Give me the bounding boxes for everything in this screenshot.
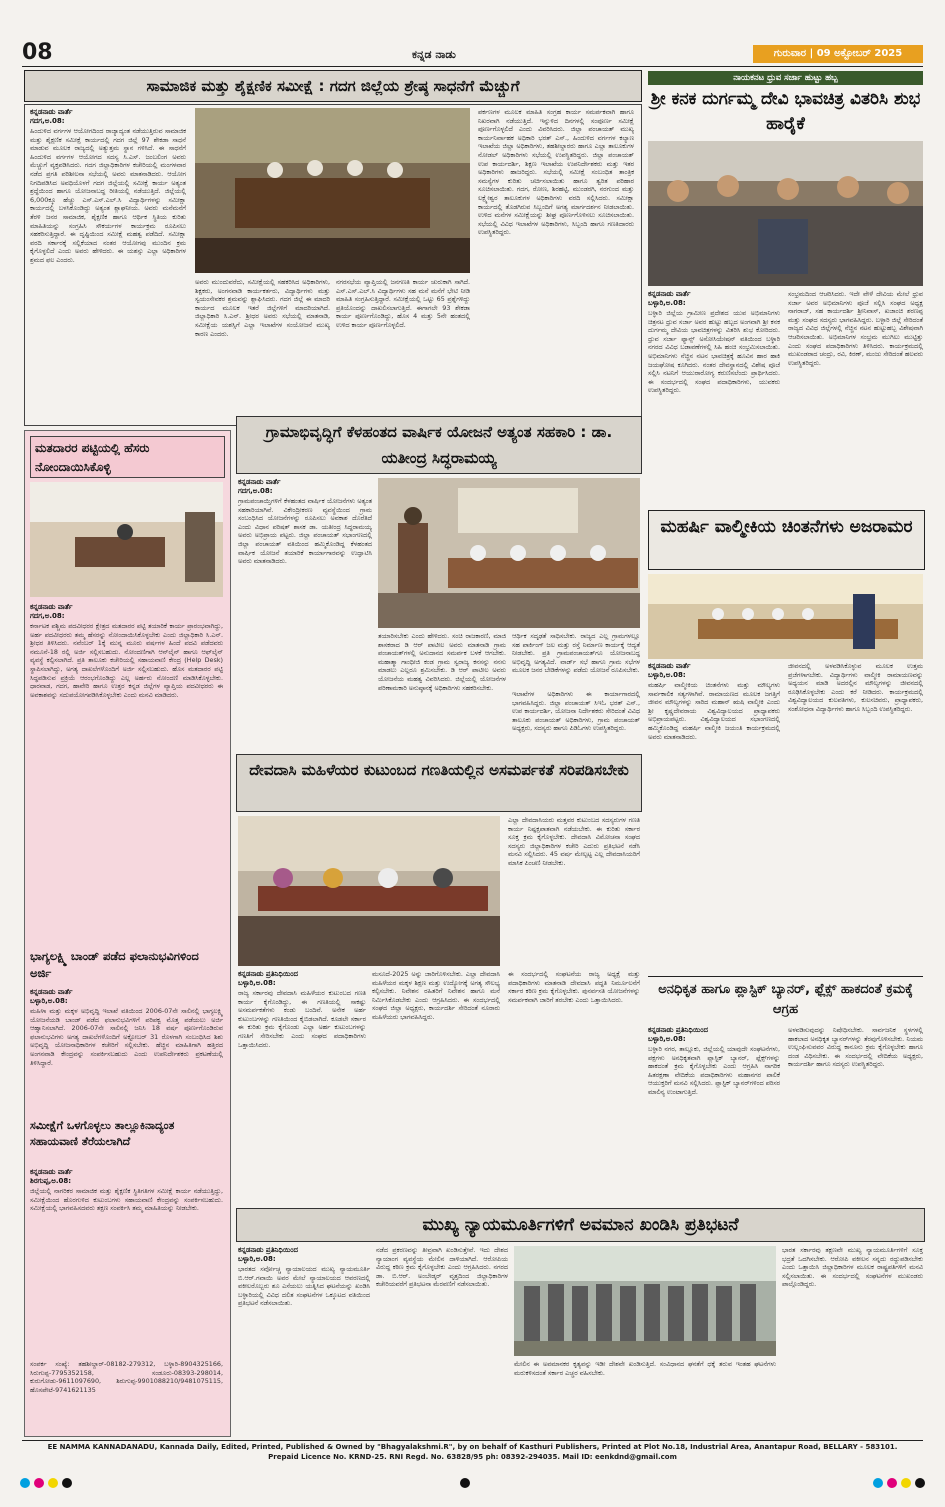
date-banner: ಗುರುವಾರ | 09 ಅಕ್ಟೋಬರ್ 2025 bbox=[753, 45, 923, 63]
story8-col2: ಮಸೂದೆ-2025 ಅನ್ನು ಜಾರಿಗೊಳಿಸಬೇಕು. ಎಲ್ಲಾ ದೇವದಾಸಿ ಮಹಿಳೆಯರ ಮಕ್ಕಳ ಶಿಕ್ಷಣ ಮತ್ತು ಉದ್ಯೋಗಕ್ಕೆ ಅಗತ್ಯ ಸೌಲಭ್ಯ ಕಲ್ಪಿಸಬೇಕು. ನಿವೇಶನ ರಹಿತರಿಗೆ ನಿವೇಶನ ಹಾಗೂ ಮನೆ ನಿರ್ಮಿಸಿಕೊಡಬೇಕು ಎಂದು ಆಗ್ರಹಿಸಿದರು. ಈ ಸಂದರ್ಭದಲ್ಲಿ ಸಂಘದ ಜಿಲ್ಲಾ ಅಧ್ಯಕ್ಷರು, ಕಾರ್ಯದರ್ಶಿ ಸೇರಿದಂತೆ ನೂರಾರು ಮಹಿಳೆಯರು ಭಾಗವಹಿಸಿದ್ದರು. bbox=[372, 970, 500, 1021]
story8-dateline: ಬಳ್ಳಾರಿ,ಅ.08: bbox=[238, 979, 276, 987]
story6-col2: ತಯಾರಿಸಬೇಕು ಎಂದು ಹೇಳಿದರು. ಸಂಚಿ ರಾಜಕಾರಣಿ, ಮಾಜಿ ಶಾಸಕರಾದ ಡಿ ಆರ್ ಪಾಟೀಲ ಅವರು ಮಾತನಾಡಿ ಗ್ರಾಮ ಪಂಚಾಯತ್‌ಗಳಲ್ಲಿ ಅನುದಾನದ ಸಮರ್ಪಕ ಬಳಕೆ ಆಗಬೇಕು. ಮಹಾತ್ಮಾ ಗಾಂಧೀಜಿ ಕಂಡ ಗ್ರಾಮ ಸ್ವರಾಜ್ಯ ಕನಸನ್ನು ನನಸು ಮಾಡಲು ಎಲ್ಲರೂ ಶ್ರಮಿಸಬೇಕು. ಡಿ ಆರ್ ಪಾಟೀಲ ಅವರು ಯೋಜನೆಯ ಮಹತ್ವ ವಿವರಿಸಿದರು. ಜಿಲ್ಲೆಯಲ್ಲಿ ಯೋಜನೆಗಳ ಪರಿಣಾಮಕಾರಿ ಅನುಷ್ಠಾನಕ್ಕೆ ಅಧಿಕಾರಿಗಳು ಸಹಕರಿಸಬೇಕು. bbox=[378, 632, 506, 692]
story10-col3: ಮೇಲಿನ ಈ ಅವಮಾನಕರ ಕೃತ್ಯವನ್ನು ಇಡೀ ದೇಶವೇ ಖಂಡಿಸುತ್ತಿದೆ. ಸಂವಿಧಾನದ ಘನತೆಗೆ ಧಕ್ಕೆ ತರುವ ಇಂತಹ ಘಟನೆಗಳು ಮರುಕಳಿಸದಂತೆ ಸರ್ಕಾರ ಎಚ್ಚರ ವಹಿಸಬೇಕು. bbox=[514, 1360, 776, 1377]
story9-col1: ಬಳ್ಳಾರಿ ನಗರ, ತಾಲ್ಲೂಕು, ಜಿಲ್ಲೆಯಲ್ಲಿ ಯಾವುದೇ ಸಂಘಟನೆಗಳು, ಪಕ್ಷಗಳು ಅನಧಿಕೃತವಾಗಿ ಪ್ಲಾಸ್ಟಿಕ್ ಬ್ಯಾನರ್, ಫ್ಲೆಕ್ಸ್‌ಗಳನ್ನು ಹಾಕದಂತೆ ಕ್ರಮ ಕೈಗೊಳ್ಳಬೇಕು ಎಂದು ಆಗ್ರಹಿಸಿ ನಾಗರಿಕ ಹಿತರಕ್ಷಣಾ ವೇದಿಕೆಯ ಪದಾಧಿಕಾರಿಗಳು ಮಹಾನಗರ ಪಾಲಿಕೆ ಆಯುಕ್ತರಿಗೆ ಮನವಿ ಸಲ್ಲಿಸಿದರು. ಪ್ಲಾಸ್ಟಿಕ್ ಬ್ಯಾನರ್‌ಗಳಿಂದ ಪರಿಸರ ಮಾಲಿನ್ಯ ಉಂಟಾಗುತ್ತಿದೆ. bbox=[648, 1045, 780, 1096]
story8-col1: ರಾಜ್ಯ ಸರ್ಕಾರವು ದೇವದಾಸಿ ಮಹಿಳೆಯರ ಕುಟುಂಬದ ಗಣತಿ ಕಾರ್ಯ ಕೈಗೊಂಡಿದ್ದು, ಈ ಗಣತಿಯಲ್ಲಿ ಸಾಕಷ್ಟು ಅಸಮರ್ಪಕತೆಗಳು ಕಂಡು ಬಂದಿವೆ. ಅನೇಕ ಅರ್ಹ ಕುಟುಂಬಗಳನ್ನು ಗಣತಿಯಿಂದ ಕೈಬಿಡಲಾಗಿದೆ. ಕೂಡಲೇ ಸರ್ಕಾರ ಈ ಕುರಿತು ಕ್ರಮ ಕೈಗೊಂಡು ಎಲ್ಲಾ ಅರ್ಹ ಕುಟುಂಬಗಳನ್ನು ಗಣತಿಗೆ ಸೇರಿಸಬೇಕು ಎಂದು ಸಂಘದ ಪದಾಧಿಕಾರಿಗಳು ಒತ್ತಾಯಿಸಿದರು. bbox=[238, 989, 366, 1049]
story6-col4: ಇಲಾಖೆಗಳ ಅಧಿಕಾರಿಗಳು ಈ ಕಾರ್ಯಾಗಾರದಲ್ಲಿ ಭಾಗವಹಿಸಿದ್ದರು. ಜಿಲ್ಲಾ ಪಂಚಾಯತ್ ಸಿಇಓ ಭರತ್ ಎಸ್., ಉಪ ಕಾರ್ಯದರ್ಶಿ, ಯೋಜನಾ ನಿರ್ದೇಶಕರು ಸೇರಿದಂತೆ ವಿವಿಧ ತಾಲೂಕು ಪಂಚಾಯತ್ ಅಧಿಕಾರಿಗಳು, ಗ್ರಾಮ ಪಂಚಾಯತ್ ಅಧ್ಯಕ್ಷರು, ಸದಸ್ಯರು ಹಾಗೂ ಪಿಡಿಓಗಳು ಉಪಸ್ಥಿತರಿದ್ದರು. bbox=[512, 690, 640, 733]
reg-dot-cyan-left bbox=[20, 1478, 30, 1488]
story1-dateline: ಗದಗ,ಅ.08: bbox=[30, 117, 65, 125]
story7-headline-box bbox=[648, 510, 925, 570]
story8-headline-band bbox=[236, 754, 642, 812]
story1-col4: ಪರ್ಕಣಗಳ ಮೂಲಕ ಮಾಹಿತಿ ಸಂಗ್ರಹ ಕಾರ್ಯ ಸಮರ್ಪಕವಾಗಿ ಹಾಗೂ ನಿಖರವಾಗಿ ನಡೆಯುತ್ತಿದೆ. ಇನ್ನುಳಿದ ದಿನಗಳಲ್ಲಿ ಸಂಪೂರ್ಣ ಸಮೀಕ್ಷೆ ಪೂರ್ಣಗೊಳ್ಳಲಿದೆ ಎಂದು ವಿವರಿಸಿದರು. ಜಿಲ್ಲಾ ಪಂಚಾಯತ್ ಮುಖ್ಯ ಕಾರ್ಯನಿರ್ವಾಹಕ ಅಧಿಕಾರಿ ಭರತ್ ಎಸ್., ಹಿಂದುಳಿದ ವರ್ಗಗಳ ಕಲ್ಯಾಣ ಇಲಾಖೆಯ ಜಿಲ್ಲಾ ಅಧಿಕಾರಿಗಳು, ತಹಶೀಲ್ದಾರರು ಹಾಗೂ ಎಲ್ಲಾ ತಾಲೂಕುಗಳ ನೋಡಲ್ ಅಧಿಕಾರಿಗಳು ಸಭೆಯಲ್ಲಿ ಉಪಸ್ಥಿತರಿದ್ದರು. ಜಿಲ್ಲಾ ಪಂಚಾಯತ್ ಉಪ ಕಾರ್ಯದರ್ಶಿ, ಶಿಕ್ಷಣ ಇಲಾಖೆಯ ಉಪನಿರ್ದೇಶಕರು ಮತ್ತು ಇತರ ಅಧಿಕಾರಿಗಳು ಹಾಜರಿದ್ದರು. ಸಭೆಯಲ್ಲಿ ಸಮೀಕ್ಷೆ ಸಂಬಂಧಿತ ತಾಂತ್ರಿಕ ಸಮಸ್ಯೆಗಳ ಕುರಿತು ಚರ್ಚಿಸಲಾಯಿತು ಹಾಗೂ ತ್ವರಿತ ಪರಿಹಾರ ಸೂಚಿಸಲಾಯಿತು. ಗದಗ, ರೋಣ, ಶಿರಹಟ್ಟಿ, ಮುಂಡರಗಿ, ನರಗುಂದ ಮತ್ತು ಲಕ್ಷ್ಮೇಶ್ವರ ತಾಲೂಕುಗಳ ಅಧಿಕಾರಿಗಳು ವರದಿ ಸಲ್ಲಿಸಿದರು. ಸಮೀಕ್ಷಾ ಕಾರ್ಯದಲ್ಲಿ ತೊಡಗಿರುವ ಸಿಬ್ಬಂದಿಗೆ ಅಗತ್ಯ ಮಾರ್ಗದರ್ಶನ ನೀಡಲಾಯಿತು. ಉಳಿದ ಮನೆಗಳ ಸಮೀಕ್ಷೆಯನ್ನು ಶೀಘ್ರ ಪೂರ್ಣಗೊಳಿಸಲು ಸೂಚಿಸಲಾಯಿತು. ಸಭೆಯಲ್ಲಿ ವಿವಿಧ ಇಲಾಖೆಗಳ ಅಧಿಕಾರಿಗಳು, ಸಿಬ್ಬಂದಿ ಹಾಗೂ ಗಣತಿದಾರರು ಉಪಸ್ಥಿತರಿದ್ದರು. bbox=[478, 108, 634, 237]
story5-headline: ಸಮೀಕ್ಷೆಗೆ ಒಳಗೊಳ್ಳಲು ತಾಲ್ಲೂಕಿನಾದ್ಯಂತ ಸಹಾಯವಾಣಿ ತೆರೆಯಲಾಗಿದೆ bbox=[30, 1119, 175, 1148]
story5-dateline: ಶಿರಗುಪ್ಪ,ಅ.08: bbox=[30, 1177, 72, 1185]
story6-col1: ಗ್ರಾಮಪಂಚಾಯ್ತಿಗಳಿಗೆ ಕೆಳಹಂತದ ವಾರ್ಷಿಕ ಯೋಜನೆಗಳು ಅತ್ಯಂತ ಸಹಕಾರಿಯಾಗಿವೆ. ವಿಕೇಂದ್ರೀಕರಣ ವ್ಯವಸ್ಥೆಯಿಂದ ಗ್ರಾಮ ಸಂಬಂಧಿಸಿದ ಯೋಜನೆಗಳನ್ನು ರೂಪಿಸಲು ಅವಕಾಶ ದೊರೆತಿದೆ ಎಂದು ವಿಧಾನ ಪರಿಷತ್ ಶಾಸಕ ಡಾ. ಯತೀಂದ್ರ ಸಿದ್ಧರಾಮಯ್ಯ ಅವರು ಅಭಿಪ್ರಾಯ ಪಟ್ಟರು. ಜಿಲ್ಲಾ ಪಂಚಾಯತ್ ಸಭಾಂಗಣದಲ್ಲಿ ಜಿಲ್ಲಾ ಪಂಚಾಯತ್ ವತಿಯಿಂದ ಹಮ್ಮಿಕೊಂಡಿದ್ದ ಕೆಳಹಂತದ ವಾರ್ಷಿಕ ಯೋಜನೆ ತಯಾರಿಕೆ ಕಾರ್ಯಾಗಾರವನ್ನು ಉದ್ಘಾಟಿಸಿ ಅವರು ಮಾತನಾಡಿದರು. bbox=[238, 497, 372, 566]
story8-headline: ದೇವದಾಸಿ ಮಹಿಳೆಯರ ಕುಟುಂಬದ ಗಣತಿಯಲ್ಲಿನ ಅಸಮರ್ಪಕತೆ ಸರಿಪಡಿಸಬೇಕು bbox=[249, 761, 629, 779]
story2-byline: ಕನ್ನಡನಾಡು ವಾರ್ತೆ bbox=[648, 290, 691, 298]
story10-dateline: ಬಳ್ಳಾರಿ,ಅ.08: bbox=[238, 1255, 276, 1263]
weekday: ಗುರುವಾರ bbox=[773, 48, 807, 59]
story3-headline: ಮತದಾರರ ಪಟ್ಟಿಯಲ್ಲಿ ಹೆಸರು ನೋಂದಾಯಿಸಿಕೊಳ್ಳಿ bbox=[35, 441, 150, 474]
story7-col2: ಜೀವನದಲ್ಲಿ ಅಳವಡಿಸಿಕೊಳ್ಳುವ ಮೂಲಕ ಉತ್ತಮ ಪ್ರಜೆಗಳಾಗಬೇಕು. ವಿದ್ಯಾರ್ಥಿಗಳು ವಾಲ್ಮೀಕಿ ರಾಮಾಯಣವನ್ನು ಅಧ್ಯಯನ ಮಾಡಿ ಅದರಲ್ಲಿನ ಮೌಲ್ಯಗಳನ್ನು ಜೀವನದಲ್ಲಿ ರೂಢಿಸಿಕೊಳ್ಳಬೇಕು ಎಂದು ಕರೆ ನೀಡಿದರು. ಕಾರ್ಯಕ್ರಮದಲ್ಲಿ ವಿಶ್ವವಿದ್ಯಾಲಯದ ಕುಲಪತಿಗಳು, ಕುಲಸಚಿವರು, ಪ್ರಾಧ್ಯಾಪಕರು, ಸಂಶೋಧನಾ ವಿದ್ಯಾರ್ಥಿಗಳು ಹಾಗೂ ಸಿಬ್ಬಂದಿ ಉಪಸ್ಥಿತರಿದ್ದರು. bbox=[788, 662, 923, 713]
story7-dateline: ಬಳ್ಳಾರಿ,ಅ.08: bbox=[648, 671, 686, 679]
story8-byline: ಕನ್ನಡನಾಡು ಪ್ರತಿನಿಧಿಯಿಂದ bbox=[238, 970, 298, 978]
story4-body: ಮಹಿಳಾ ಮತ್ತು ಮಕ್ಕಳ ಅಭಿವೃದ್ಧಿ ಇಲಾಖೆ ವತಿಯಿಂದ 2006-07ನೇ ಸಾಲಿನಲ್ಲಿ ಭಾಗ್ಯಲಕ್ಷ್ಮಿ ಯೋಜನೆಯಡಿ ಬಾಂಡ್ ಪಡೆದ ಫಲಾನುಭವಿಗಳಿಗೆ ಪರಿಪಕ್ವ ಮೊತ್ತ ಪಡೆಯಲು ಅರ್ಜಿ ಆಹ್ವಾನಿಸಲಾಗಿದೆ. 2006-07ನೇ ಸಾಲಿನಲ್ಲಿ ಜನಿಸಿ 18 ವರ್ಷ ಪೂರ್ಣಗೊಂಡಿರುವ ಫಲಾನುಭವಿಗಳು ಅಗತ್ಯ ದಾಖಲೆಗಳೊಂದಿಗೆ ಅಕ್ಟೋಬರ್ 31 ರೊಳಗಾಗಿ ಸಂಬಂಧಿಸಿದ ಶಿಶು ಅಭಿವೃದ್ಧಿ ಯೋಜನಾಧಿಕಾರಿಗಳ ಕಚೇರಿಗೆ ಸಲ್ಲಿಸಬೇಕು. ಹೆಚ್ಚಿನ ಮಾಹಿತಿಗಾಗಿ ಹತ್ತಿರದ ಅಂಗನವಾಡಿ ಕೇಂದ್ರವನ್ನು ಸಂಪರ್ಕಿಸಬಹುದು ಎಂದು ಉಪನಿರ್ದೇಶಕರು ಪ್ರಕಟಣೆಯಲ್ಲಿ ತಿಳಿಸಿದ್ದಾರೆ. bbox=[30, 1007, 223, 1067]
story2-col1: ಬಳ್ಳಾರಿ ಜಿಲ್ಲೆಯ ಗ್ರಾಮೀಣ ಪ್ರದೇಶದ ಯುವ ಅಭಿಮಾನಿಗಳು ಚಿತ್ರನಟ ಧ್ರುವ ಸರ್ಜಾ ಅವರ ಹುಟ್ಟು ಹಬ್ಬದ ಅಂಗವಾಗಿ ಶ್ರೀ ಕನಕ ದುರ್ಗಮ್ಮ ದೇವಿಯ ಭಾವಚಿತ್ರಗಳನ್ನು ವಿತರಿಸಿ ಶುಭ ಕೋರಿದರು. ಧ್ರುವ ಸರ್ಜಾ ಫ್ಯಾನ್ಸ್ ಅಸೋಸಿಯೇಷನ್ ವತಿಯಿಂದ ಬಳ್ಳಾರಿ ನಗರದ ವಿವಿಧ ಬಡಾವಣೆಗಳಲ್ಲಿ ಸಿಹಿ ಹಂಚಿ ಸಂಭ್ರಮಿಸಲಾಯಿತು. ಅಭಿಮಾನಿಗಳು ನೆಚ್ಚಿನ ನಟನ ಭಾವಚಿತ್ರಕ್ಕೆ ಹೂವಿನ ಹಾರ ಹಾಕಿ ಜಯಘೋಷ ಕೂಗಿದರು. ನಂತರ ದೇವಸ್ಥಾನದಲ್ಲಿ ವಿಶೇಷ ಪೂಜೆ ಸಲ್ಲಿಸಿ ನಟನಿಗೆ ಆಯುರಾರೋಗ್ಯ ಕರುಣಿಸಲೆಂದು ಪ್ರಾರ್ಥಿಸಿದರು. ಈ ಸಂದರ್ಭದಲ್ಲಿ ಸಂಘದ ಪದಾಧಿಕಾರಿಗಳು, ಯುವಕರು ಉಪಸ್ಥಿತರಿದ್ದರು. bbox=[648, 309, 780, 395]
story1-headline: ಸಾಮಾಜಿಕ ಮತ್ತು ಶೈಕ್ಷಣಿಕ ಸಮೀಕ್ಷೆ : ಗದಗ ಜಿಲ್ಲೆಯ ಶ್ರೇಷ್ಠ ಸಾಧನೆಗೆ ಮೆಚ್ಚುಗೆ bbox=[146, 77, 520, 95]
story10-col1: ಭಾರತದ ಸರ್ವೋಚ್ಚ ನ್ಯಾಯಾಲಯದ ಮುಖ್ಯ ನ್ಯಾಯಮೂರ್ತಿ ಬಿ.ಆರ್.ಗವಾಯಿ ಅವರ ಮೇಲೆ ನ್ಯಾಯಾಲಯದ ಆವರಣದಲ್ಲಿ ವಕೀಲರೊಬ್ಬರು ಶೂ ಎಸೆಯಲು ಯತ್ನಿಸಿದ ಘಟನೆಯನ್ನು ಖಂಡಿಸಿ ಬಳ್ಳಾರಿಯಲ್ಲಿ ವಿವಿಧ ದಲಿತ ಸಂಘಟನೆಗಳ ಒಕ್ಕೂಟದ ವತಿಯಿಂದ ಪ್ರತಿಭಟನೆ ನಡೆಸಲಾಯಿತು. bbox=[238, 1265, 370, 1308]
story3-byline: ಕನ್ನಡನಾಡು ವಾರ್ತೆ bbox=[30, 603, 73, 611]
story2-kicker: ನಾಯಕನಟ ಧ್ರುವ ಸರ್ಜಾ ಹುಟ್ಟು ಹಬ್ಬ bbox=[648, 71, 923, 85]
story2-col2: ಸಂಭ್ರಮದಿಂದ ಆಚರಿಸಿದರು. ಇದೇ ವೇಳೆ ದೇವಿಯ ಮೇಲೆ ಧ್ರುವ ಸರ್ಜಾ ಅವರ ಅಭಿಮಾನಿಗಳು ಪೂಜೆ ಸಲ್ಲಿಸಿ ಸಂಘದ ಅಧ್ಯಕ್ಷ ನಾಗರಾಜ್, ಸಹ ಕಾರ್ಯದರ್ಶಿ ಶ್ರೀನಿವಾಸ್, ಖಜಾಂಚಿ ಶರಣಪ್ಪ ಮತ್ತು ಸಂಘದ ಸದಸ್ಯರು ಭಾಗವಹಿಸಿದ್ದರು. ಬಳ್ಳಾರಿ ಜಿಲ್ಲೆ ಸೇರಿದಂತೆ ರಾಜ್ಯದ ವಿವಿಧ ಜಿಲ್ಲೆಗಳಲ್ಲಿ ನೆಚ್ಚಿನ ನಟನ ಹುಟ್ಟುಹಬ್ಬ ವಿಶೇಷವಾಗಿ ಆಚರಿಸಲಾಯಿತು. ಅಭಿಮಾನಿಗಳ ಸಂಭ್ರಮ ಮುಗಿಲು ಮುಟ್ಟಿತ್ತು ಎಂದು ಸಂಘದ ಪದಾಧಿಕಾರಿಗಳು ತಿಳಿಸಿದರು. ಕಾರ್ಯಕ್ರಮದಲ್ಲಿ ಮುಖಂಡರಾದ ಚಂದ್ರು, ರವಿ, ಕಿರಣ್, ಮಂಜು ಸೇರಿದಂತೆ ಹಲವರು ಉಪಸ್ಥಿತರಿದ್ದರು. bbox=[788, 290, 923, 367]
story5-contacts: ಸಂಪರ್ಕ ಸಂಖ್ಯೆ: ತಹಶೀಲ್ದಾರ್-08182-279312, ಬಳ್ಳಾರಿ-8904325166, ಸಿರುಗುಪ್ಪ-7795352158, ಸಂಡೂರು-08393-298014, ಕುರುಗೋಡು-9611097690, ಶಿರುಗುಪ್ಪ-9901088210/9481075115, ಹೊಸಪೇಟೆ-9741621135 bbox=[30, 1360, 223, 1394]
story1-col3: ನಗರಸಭೆಯ ವ್ಯಾಪ್ತಿಯಲ್ಲಿ ಜನಗಣತಿ ಕಾರ್ಯ ಚುರುಕಾಗಿ ಸಾಗಿದೆ. ಎಸ್.ಎಸ್.ಎಲ್.ಸಿ ವಿದ್ಯಾರ್ಥಿಗಳು ಸಹ ಮನೆ ಮನೆಗೆ ಭೇಟಿ ನೀಡಿ ಮಾಹಿತಿ ಸಂಗ್ರಹಿಸುತ್ತಿದ್ದಾರೆ. ಸಮೀಕ್ಷೆಯಲ್ಲಿ ಒಟ್ಟು 65 ಪ್ರಶ್ನೆಗಳಿದ್ದು ಪ್ರತಿಯೊಂದನ್ನು ದಾಖಲಿಸಲಾಗುತ್ತಿದೆ. ಈಗಾಗಲೇ 93 ಶೇಕಡಾ ಕಾರ್ಯ ಪೂರ್ಣಗೊಂಡಿದ್ದು, ಹೊಸ 4 ಮತ್ತು 5ನೇ ಹಂತದಲ್ಲಿ ಉಳಿದ ಕಾರ್ಯ ಪೂರ್ಣಗೊಳ್ಳಲಿದೆ. bbox=[336, 278, 470, 329]
story4-headline: ಭಾಗ್ಯಲಕ್ಷ್ಮಿ ಬಾಂಡ್ ಪಡೆದ ಫಲಾನುಭವಿಗಳಿಂದ ಅರ್ಜಿ bbox=[30, 949, 199, 980]
story6-headline-band bbox=[236, 416, 642, 474]
reg-dot-yellow-right bbox=[901, 1478, 911, 1488]
top-rule bbox=[22, 66, 923, 67]
story8-col3: ಈ ಸಂದರ್ಭದಲ್ಲಿ ಸಂಘಟನೆಯ ರಾಜ್ಯ ಅಧ್ಯಕ್ಷೆ ಮತ್ತು ಪದಾಧಿಕಾರಿಗಳು ಮಾತನಾಡಿ ದೇವದಾಸಿ ಪದ್ಧತಿ ನಿರ್ಮೂಲನೆಗೆ ಸರ್ಕಾರ ಕಠಿಣ ಕ್ರಮ ಕೈಗೊಳ್ಳಬೇಕು. ಪುನರ್ವಸತಿ ಯೋಜನೆಗಳನ್ನು ಸಮರ್ಪಕವಾಗಿ ಜಾರಿಗೆ ತರಬೇಕು ಎಂದು ಒತ್ತಾಯಿಸಿದರು. bbox=[508, 970, 640, 1004]
story5-body: ಜಿಲ್ಲೆಯಲ್ಲಿ ನಾಗರಿಕರ ಸಾಮಾಜಿಕ ಮತ್ತು ಶೈಕ್ಷಣಿಕ ಸ್ಥಿತಿಗತಿಗಳ ಸಮೀಕ್ಷೆ ಕಾರ್ಯ ನಡೆಯುತ್ತಿದ್ದು, ಸಮೀಕ್ಷೆಯಿಂದ ಹೊರಗುಳಿದ ಕುಟುಂಬಗಳು ಸಹಾಯವಾಣಿ ಕೇಂದ್ರವನ್ನು ಸಂಪರ್ಕಿಸಬಹುದು. ಸಮೀಕ್ಷೆಯಲ್ಲಿ ಭಾಗವಹಿಸದವರು ತಕ್ಷಣ ಸಂಪರ್ಕಿಸಿ ತಮ್ಮ ಮಾಹಿತಿಯನ್ನು ನೀಡಬೇಕು. bbox=[30, 1187, 223, 1213]
story10-headline-band bbox=[236, 1208, 925, 1242]
reg-dot-magenta-right bbox=[887, 1478, 897, 1488]
footer-line1: EE NAMMA KANNADANADU, Kannada Daily, Edited, Printed, Published & Owned by "Bhagyalakshmi.R", by on behalf of Kasthuri Publishers, Printed at Plot No.18, Industrial Area, Anantapur Road, BELLARY - 583101. bbox=[47, 1443, 898, 1451]
story10-col4: ಭಾರತ ಸರ್ಕಾರವು ತಕ್ಷಣವೇ ಮುಖ್ಯ ನ್ಯಾಯಮೂರ್ತಿಗಳಿಗೆ ಸೂಕ್ತ ಭದ್ರತೆ ಒದಗಿಸಬೇಕು. ಆರೋಪಿ ವಕೀಲನ ಸನ್ನದು ರದ್ದುಪಡಿಸಬೇಕು ಎಂದು ಒತ್ತಾಯಿಸಿ ಜಿಲ್ಲಾಧಿಕಾರಿಗಳ ಮೂಲಕ ರಾಷ್ಟ್ರಪತಿಗಳಿಗೆ ಮನವಿ ಸಲ್ಲಿಸಲಾಯಿತು. ಈ ಸಂದರ್ಭದಲ್ಲಿ ಸಂಘಟನೆಗಳ ಮುಖಂಡರು ಪಾಲ್ಗೊಂಡಿದ್ದರು. bbox=[782, 1246, 923, 1289]
story10-col2: ನಡೆದ ಪ್ರಕರಣವನ್ನು ತೀವ್ರವಾಗಿ ಖಂಡಿಸುತ್ತೇವೆ. ಇದು ದೇಶದ ನ್ಯಾಯಾಂಗ ವ್ಯವಸ್ಥೆಯ ಮೇಲಿನ ದಾಳಿಯಾಗಿದೆ. ಆರೋಪಿಯ ವಿರುದ್ಧ ಕಠಿಣ ಕ್ರಮ ಕೈಗೊಳ್ಳಬೇಕು ಎಂದು ಆಗ್ರಹಿಸಿದರು. ನಗರದ ಡಾ. ಬಿ.ಆರ್. ಅಂಬೇಡ್ಕರ್ ವೃತ್ತದಿಂದ ಜಿಲ್ಲಾಧಿಕಾರಿಗಳ ಕಚೇರಿಯವರೆಗೆ ಪ್ರತಿಭಟನಾ ಮೆರವಣಿಗೆ ನಡೆಸಲಾಯಿತು. bbox=[376, 1246, 508, 1289]
story1-photo bbox=[195, 108, 470, 273]
story3-dateline: ಗದಗ,ಅ.08: bbox=[30, 612, 65, 620]
story6-headline: ಗ್ರಾಮಾಭಿವೃದ್ಧಿಗೆ ಕೆಳಹಂತದ ವಾರ್ಷಿಕ ಯೋಜನೆ ಅತ್ಯಂತ ಸಹಕಾರಿ : ಡಾ. ಯತೀಂದ್ರ ಸಿದ್ಧರಾಮಯ್ಯ bbox=[265, 423, 613, 467]
story4-byline: ಕನ್ನಡನಾಡು ವಾರ್ತೆ bbox=[30, 988, 73, 996]
reg-dot-cyan-right bbox=[873, 1478, 883, 1488]
story5-headline-box bbox=[30, 1118, 223, 1166]
story8-side: ಎಲ್ಲಾ ದೇವದಾಸಿಯರು ಮತ್ತವರ ಕುಟುಂಬದ ಸದಸ್ಯರುಗಳ ಗಣತಿ ಕಾರ್ಯ ನಿಷ್ಪಕ್ಷಪಾತವಾಗಿ ನಡೆಯಬೇಕು. ಈ ಕುರಿತು ಸರ್ಕಾರ ಸೂಕ್ತ ಕ್ರಮ ಕೈಗೊಳ್ಳಬೇಕು. ದೇವದಾಸಿ ವಿಮೋಚನಾ ಸಂಘದ ಸದಸ್ಯರು ಜಿಲ್ಲಾಧಿಕಾರಿಗಳ ಕಚೇರಿ ಎದುರು ಪ್ರತಿಭಟನೆ ನಡೆಸಿ ಮನವಿ ಸಲ್ಲಿಸಿದರು. 45 ವರ್ಷ ಮೇಲ್ಪಟ್ಟ ಎಲ್ಲ ದೇವದಾಸಿಯರಿಗೆ ಮಾಸಿಕ ಪಿಂಚಣಿ ನೀಡಬೇಕು. bbox=[508, 816, 640, 867]
footer-rule bbox=[22, 1440, 923, 1441]
story6-photo bbox=[378, 478, 640, 628]
reg-dot-magenta-left bbox=[34, 1478, 44, 1488]
story6-col3: ಆರ್ಥಿಕ ಸದೃಢತೆ ಸಾಧಿಸಬೇಕು. ರಾಜ್ಯದ ಎಲ್ಲ ಗ್ರಾಮಗಳಲ್ಲೂ ಸಹ ಪಾರ್ಕಿಂಗ್ ಜಲ ಮತ್ತು ರಸ್ತೆ ನಿರ್ಮಾಣ ಕಾರ್ಯಕ್ಕೆ ಆದ್ಯತೆ ನೀಡಬೇಕು. ಪ್ರತಿ ಗ್ರಾಮಪಂಚಾಯತ್‌ಗೂ ಯೋಜನಾಬದ್ಧ ಅಭಿವೃದ್ಧಿ ಅಗತ್ಯವಿದೆ. ವಾರ್ಡ್ ಸಭೆ ಹಾಗೂ ಗ್ರಾಮ ಸಭೆಗಳ ಮೂಲಕ ಜನರ ಬೇಡಿಕೆಗಳನ್ನು ಪಡೆದು ಯೋಜನೆ ರೂಪಿಸಬೇಕು. bbox=[512, 632, 640, 675]
story6-dateline: ಗದಗ,ಅ.08: bbox=[238, 487, 273, 495]
paper-name: ಕನ್ನಡ ನಾಡು bbox=[412, 48, 456, 61]
story6-byline: ಕನ್ನಡನಾಡು ವಾರ್ತೆ bbox=[238, 478, 281, 486]
story1-byline: ಕನ್ನಡನಾಡು ವಾರ್ತೆ bbox=[30, 108, 73, 116]
story4-dateline: ಬಳ್ಳಾರಿ,ಅ.08: bbox=[30, 997, 68, 1005]
story7-photo bbox=[648, 574, 923, 659]
story10-photo bbox=[514, 1246, 776, 1356]
story8-photo bbox=[238, 816, 500, 966]
story10-headline: ಮುಖ್ಯ ನ್ಯಾಯಮೂರ್ತಿಗಳಿಗೆ ಅವಮಾನ ಖಂಡಿಸಿ ಪ್ರತಿಭಟನೆ bbox=[422, 1215, 739, 1235]
story3-body: ಕರ್ನಾಟಕ ಪಶ್ಚಿಮ ಪದವೀಧರರ ಕ್ಷೇತ್ರದ ಮತದಾರರ ಪಟ್ಟಿ ತಯಾರಿಕೆ ಕಾರ್ಯ ಪ್ರಾರಂಭವಾಗಿದ್ದು, ಅರ್ಹ ಪದವೀಧರರು ತಮ್ಮ ಹೆಸರನ್ನು ನೋಂದಾಯಿಸಿಕೊಳ್ಳಬೇಕು ಎಂದು ಜಿಲ್ಲಾಧಿಕಾರಿ ಸಿ.ಎನ್. ಶ್ರೀಧರ ತಿಳಿಸಿದರು. ನವೆಂಬರ್ 1ಕ್ಕೆ ಮುನ್ನ ಮೂರು ವರ್ಷಗಳ ಹಿಂದೆ ಪದವಿ ಪಡೆದವರು ನಮೂನೆ-18 ರಲ್ಲಿ ಅರ್ಜಿ ಸಲ್ಲಿಸಬಹುದು. ನೋಂದಣಿಗಾಗಿ ಆನ್‌ಲೈನ್ ಹಾಗೂ ಆಫ್‌ಲೈನ್ ವ್ಯವಸ್ಥೆ ಕಲ್ಪಿಸಲಾಗಿದೆ. ಪ್ರತಿ ತಾಲೂಕು ಕಚೇರಿಯಲ್ಲಿ ಸಹಾಯವಾಣಿ ಕೇಂದ್ರ (Help Desk) ಸ್ಥಾಪಿಸಲಾಗಿದ್ದು, ಅಗತ್ಯ ದಾಖಲೆಗಳೊಂದಿಗೆ ಅರ್ಜಿ ಸಲ್ಲಿಸಬಹುದು. ಹೊಸ ಮತದಾರರ ಪಟ್ಟಿ ಸಿದ್ಧಪಡಿಸುವ ಪ್ರಕ್ರಿಯೆ ಆರಂಭಗೊಂಡಿದ್ದು ಎಲ್ಲ ಅರ್ಹರು ನೋಂದಣಿ ಮಾಡಿಸಿಕೊಳ್ಳಬೇಕು. ಧಾರವಾಡ, ಗದಗ, ಹಾವೇರಿ ಹಾಗೂ ಉತ್ತರ ಕನ್ನಡ ಜಿಲ್ಲೆಗಳ ವ್ಯಾಪ್ತಿಯ ಪದವೀಧರರು ಈ ಅವಕಾಶವನ್ನು ಸದುಪಯೋಗಪಡಿಸಿಕೊಳ್ಳಬೇಕು ಎಂದು ಮನವಿ ಮಾಡಿದರು. bbox=[30, 622, 223, 699]
story5-byline: ಕನ್ನಡನಾಡು ವಾರ್ತೆ bbox=[30, 1168, 73, 1176]
reg-dot-yellow-left bbox=[48, 1478, 58, 1488]
story9-col2: ಅಳವಡಿಸುವುದನ್ನು ನಿಷೇಧಿಸಬೇಕು. ಸಾರ್ವಜನಿಕ ಸ್ಥಳಗಳಲ್ಲಿ ಹಾಕಲಾದ ಅನಧಿಕೃತ ಬ್ಯಾನರ್‌ಗಳನ್ನು ತೆರವುಗೊಳಿಸಬೇಕು. ನಿಯಮ ಉಲ್ಲಂಘಿಸುವವರ ವಿರುದ್ಧ ಕಾನೂನು ಕ್ರಮ ಕೈಗೊಳ್ಳಬೇಕು ಹಾಗೂ ದಂಡ ವಿಧಿಸಬೇಕು. ಈ ಸಂದರ್ಭದಲ್ಲಿ ವೇದಿಕೆಯ ಅಧ್ಯಕ್ಷರು, ಕಾರ್ಯದರ್ಶಿ ಹಾಗೂ ಸದಸ್ಯರು ಉಪಸ್ಥಿತರಿದ್ದರು. bbox=[788, 1026, 923, 1069]
story9-headline: ಅನಧಿಕೃತ ಹಾಗೂ ಪ್ಲಾಸ್ಟಿಕ್ ಬ್ಯಾನರ್, ಫ್ಲೆಕ್ಸ್ ಹಾಕದಂತೆ ಕ್ರಮಕ್ಕೆ ಆಗ್ರಹ bbox=[658, 982, 913, 1017]
reg-dot-black-right bbox=[915, 1478, 925, 1488]
story1-col2: ಅವರು ಮುಂದುವರೆದು, ಸಮೀಕ್ಷೆಯಲ್ಲಿ ಸಹಕರಿಸಿದ ಅಧಿಕಾರಿಗಳು, ಶಿಕ್ಷಕರು, ಅಂಗನವಾಡಿ ಕಾರ್ಯಕರ್ತರು, ವಿದ್ಯಾರ್ಥಿಗಳು ಮತ್ತು ಸ್ವಯಂಸೇವಕರ ಶ್ರಮವನ್ನು ಶ್ಲಾಘಿಸಿದರು. ಗದಗ ಜಿಲ್ಲೆ ಈ ಮಾದರಿ ಕಾರ್ಯದ ಮೂಲಕ ಇತರೆ ಜಿಲ್ಲೆಗಳಿಗೆ ಮಾದರಿಯಾಗಿದೆ. ಜಿಲ್ಲಾಧಿಕಾರಿ ಸಿ.ಎನ್. ಶ್ರೀಧರ ಅವರು ಸಭೆಯಲ್ಲಿ ಮಾತನಾಡಿ, ಸಮೀಕ್ಷೆಯ ಯಶಸ್ಸಿಗೆ ಎಲ್ಲಾ ಇಲಾಖೆಗಳ ಸಂಯೋಜನೆ ಮುಖ್ಯ ಕಾರಣ ಎಂದರು. bbox=[195, 278, 330, 338]
reg-dot-center bbox=[460, 1478, 470, 1488]
story9-headline-box bbox=[648, 976, 923, 1023]
story3-photo bbox=[30, 482, 223, 597]
story7-col1: ಮಹರ್ಷಿ ವಾಲ್ಮೀಕಿಯ ಚಿಂತನೆಗಳು ಮತ್ತು ಮೌಲ್ಯಗಳು ಸಾರ್ವಕಾಲಿಕ ಸತ್ಯಗಳಾಗಿವೆ. ರಾಮಾಯಣದ ಮೂಲಕ ಜಗತ್ತಿಗೆ ಜೀವನ ಮೌಲ್ಯಗಳನ್ನು ಸಾರಿದ ಮಹಾನ್ ಋಷಿ ವಾಲ್ಮೀಕಿ ಎಂದು ಶ್ರೀ ಕೃಷ್ಣದೇವರಾಯ ವಿಶ್ವವಿದ್ಯಾಲಯದ ಪ್ರಾಧ್ಯಾಪಕರು ಅಭಿಪ್ರಾಯಪಟ್ಟರು. ವಿಶ್ವವಿದ್ಯಾಲಯದ ಸಭಾಂಗಣದಲ್ಲಿ ಹಮ್ಮಿಕೊಂಡಿದ್ದ ಮಹರ್ಷಿ ವಾಲ್ಮೀಕಿ ಜಯಂತಿ ಕಾರ್ಯಕ್ರಮದಲ್ಲಿ ಅವರು ಮಾತನಾಡಿದರು. bbox=[648, 681, 780, 741]
story7-byline: ಕನ್ನಡನಾಡು ವಾರ್ತೆ bbox=[648, 662, 691, 670]
reg-dot-black-left bbox=[62, 1478, 72, 1488]
story3-headline-box bbox=[30, 436, 225, 478]
story4-headline-box bbox=[30, 948, 223, 984]
story9-dateline: ಬಳ್ಳಾರಿ,ಅ.08: bbox=[648, 1035, 686, 1043]
story2-dateline: ಬಳ್ಳಾರಿ,ಅ.08: bbox=[648, 299, 686, 307]
story2-headline: ಶ್ರೀ ಕನಕ ದುರ್ಗಮ್ಮ ದೇವಿ ಭಾವಚಿತ್ರ ವಿತರಿಸಿ ಶುಭ ಹಾರೈಕೆ bbox=[650, 89, 921, 134]
footer-line2: Prepaid Licence No. KRND-25. RNI Regd. No. 63828/95 ph: 08392-294035. Mail ID: eenkdnd@gmail.com bbox=[268, 1453, 677, 1461]
story1-col1: ಹಿಂದುಳಿದ ವರ್ಗಗಳ ಆಯೋಗದಿಂದ ರಾಜ್ಯಾದ್ಯಂತ ನಡೆಯುತ್ತಿರುವ ಸಾಮಾಜಿಕ ಮತ್ತು ಶೈಕ್ಷಣಿಕ ಸಮೀಕ್ಷೆ ಕಾರ್ಯದಲ್ಲಿ ಗದಗ ಜಿಲ್ಲೆ 97 ಶೇಕಡಾ ಸಾಧನೆ ಮಾಡುವ ಮೂಲಕ ರಾಜ್ಯದಲ್ಲಿ ಅತ್ಯುತ್ತಮ ಸ್ಥಾನ ಗಳಿಸಿದೆ. ಈ ಸಾಧನೆಗೆ ಹಿಂದುಳಿದ ವರ್ಗಗಳ ಆಯೋಗದ ಸದಸ್ಯ ಸಿ.ಎಸ್. ಜಂಬಲಿಂಗ ಅವರು ಮೆಚ್ಚುಗೆ ವ್ಯಕ್ತಪಡಿಸಿದರು. ಗದಗ ಜಿಲ್ಲಾಧಿಕಾರಿಗಳ ಕಚೇರಿಯಲ್ಲಿ ಮಂಗಳವಾರ ನಡೆದ ಪ್ರಗತಿ ಪರಿಶೀಲನಾ ಸಭೆಯಲ್ಲಿ ಅವರು ಮಾತನಾಡಿದರು. ಆಯೋಗ ನಿಗದಿಪಡಿಸಿದ ಅವಧಿಯೊಳಗೆ ಗದಗ ಜಿಲ್ಲೆಯಲ್ಲಿ ಸಮೀಕ್ಷೆ ಕಾರ್ಯ ಅತ್ಯಂತ ಶ್ರದ್ಧೆಯಿಂದ ಹಾಗೂ ಯೋಜನಾಬದ್ಧ ರೀತಿಯಲ್ಲಿ ನಡೆಯುತ್ತಿದೆ. ಜಿಲ್ಲೆಯಲ್ಲಿ 6,000ಕ್ಕೂ ಹೆಚ್ಚು ಎಸ್.ಎಸ್.ಎಲ್.ಸಿ ವಿದ್ಯಾರ್ಥಿಗಳನ್ನು ಸಮೀಕ್ಷಾ ಕಾರ್ಯದಲ್ಲಿ ಬಳಸಿಕೊಂಡಿದ್ದು ಅತ್ಯಂತ ಶ್ಲಾಘನೀಯ. ಅವರು ಮನೆಮನೆಗೆ ತೆರಳಿ ಜನರ ಸಾಮಾಜಿಕ, ಶೈಕ್ಷಣಿಕ ಹಾಗೂ ಆರ್ಥಿಕ ಸ್ಥಿತಿಯ ಕುರಿತು ಮಾಹಿತಿಯನ್ನು ಸಂಗ್ರಹಿಸಿ ಸೌಕರ್ಯಗಳ ಕಾರ್ಯಕ್ರಮ ರೂಪಿಸಲು ಸಹಕರಿಸುತ್ತಿದ್ದಾರೆ. ಈ ದೃಷ್ಟಿಯಿಂದ ಸಮೀಕ್ಷೆ ಮಹತ್ವ ಪಡೆದಿದೆ. ಸಮೀಕ್ಷಾ ವರದಿ ಸರ್ಕಾರಕ್ಕೆ ಸಲ್ಲಿಕೆಯಾದ ನಂತರ ಆಯೋಗವು ಮುಂದಿನ ಕ್ರಮ ಕೈಗೊಳ್ಳಲಿದೆ ಎಂದು ಅವರು ಹೇಳಿದರು. ಈ ಯಶಸ್ಸು ಎಲ್ಲಾ ಅಧಿಕಾರಿಗಳ ಶ್ರಮದ ಫಲ ಎಂದರು. bbox=[30, 127, 186, 264]
story9-byline: ಕನ್ನಡನಾಡು ಪ್ರತಿನಿಧಿಯಿಂದ bbox=[648, 1026, 708, 1034]
story10-byline: ಕನ್ನಡನಾಡು ಪ್ರತಿನಿಧಿಯಿಂದ bbox=[238, 1246, 298, 1254]
date: 09 ಅಕ್ಟೋಬರ್ 2025 bbox=[816, 48, 903, 59]
page-number: 08 bbox=[22, 40, 53, 65]
story2-photo bbox=[648, 141, 923, 286]
story1-headline-band bbox=[24, 70, 642, 102]
story7-headline: ಮಹರ್ಷಿ ವಾಲ್ಮೀಕಿಯ ಚಿಂತನೆಗಳು ಅಜರಾಮರ bbox=[660, 517, 913, 537]
